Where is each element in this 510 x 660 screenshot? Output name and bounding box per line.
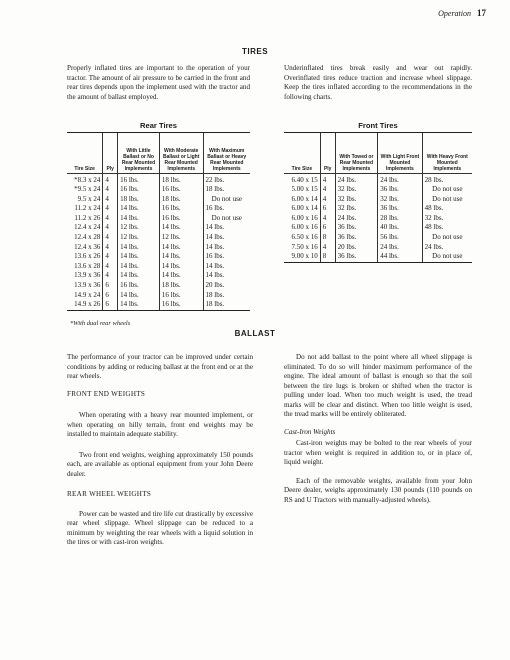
rear-col-header: Tire Size xyxy=(67,133,103,173)
rear-table-row xyxy=(67,185,250,195)
front-table-row xyxy=(284,223,472,233)
rear-table-row-cell: 18 lbs. xyxy=(203,291,250,301)
rear-table-row-cell: Do not use xyxy=(203,214,250,224)
front-weights-para-1: When operating with a heavy rear mounted implement, or when operating on hilly terrain, front end weights may be installed to maintain adequate stability. xyxy=(67,411,253,438)
rear-table-row xyxy=(67,262,250,272)
front-table-row-cell: 6.00 x 14 xyxy=(291,194,318,203)
tires-heading: TIRES xyxy=(241,47,269,56)
front-table-row-cell: 36 lbs. xyxy=(378,185,422,195)
front-end-weights-heading: FRONT END WEIGHTS xyxy=(67,389,146,398)
rear-table-row-cell: 14 lbs. xyxy=(159,262,203,272)
rear-table-row-cell: 14 lbs. xyxy=(118,214,160,224)
front-table-body xyxy=(284,173,472,262)
front-table-row-cell: 48 lbs. xyxy=(422,204,472,214)
rear-table-row-cell: Do not use xyxy=(203,195,250,205)
rear-table-row-cell: 13.6 x 28 xyxy=(74,261,101,270)
front-weights-para-2: Two front end weights, weighing approximately 150 pounds each, are available as optional equipment from your John Deere dealer. xyxy=(67,450,253,478)
rear-table-row xyxy=(67,223,250,233)
rear-table-row xyxy=(67,204,250,214)
rear-table-row-cell: 11.2 x 24 xyxy=(74,204,101,213)
front-table-row-cell: Do not use xyxy=(422,195,472,205)
front-col-header: With Towed or Rear Mounted Implements xyxy=(335,133,378,173)
rear-table-row-cell: 16 lbs. xyxy=(159,214,203,224)
rear-table-row-cell: 4 xyxy=(103,243,118,253)
rear-table-body xyxy=(67,173,250,310)
rear-tires-table xyxy=(67,132,250,311)
front-table-row-cell: 36 lbs. xyxy=(335,233,378,243)
front-table-row xyxy=(284,214,472,224)
rear-table-row xyxy=(67,195,250,205)
rear-table-row-cell: 4 xyxy=(103,223,118,233)
front-table-row-cell: 32 lbs. xyxy=(335,185,378,195)
rear-table-row-cell: 14.9 x 24 xyxy=(74,290,101,299)
front-table-row-cell: 6 xyxy=(320,204,335,214)
rear-table-row-cell: 9.5 x 24 xyxy=(77,194,101,203)
rear-table-row-cell: 14 lbs. xyxy=(118,300,160,310)
rear-table-grid xyxy=(67,133,250,310)
rear-col-header: With Little Ballast or No Rear Mounted Implements xyxy=(118,133,160,173)
rear-table-row-cell: 4 xyxy=(103,271,118,281)
rear-table-row-cell: 4 xyxy=(103,262,118,272)
rear-table-row-cell: 16 lbs. xyxy=(159,300,203,310)
rear-table-row-cell: 12.4 x 36 xyxy=(74,242,101,251)
tires-right-text: Underinflated tires break easily and wear out rapidly. Overinflated tires reduce traction and increase wheel slippage. Keep the tires inflated according to the recommendations in the following charts. xyxy=(284,64,472,101)
front-table-grid xyxy=(284,133,472,262)
front-col-header: Tire Size xyxy=(284,133,320,173)
rear-table-row-cell: 14 lbs. xyxy=(203,262,250,272)
rear-table-row xyxy=(67,281,250,291)
ballast-heading: BALLAST xyxy=(234,329,276,338)
tires-left-text: Properly inflated tires are important to the operation of your tractor. The amount of air pressure to be carried in the front and rear tires depends upon the implement used with the tractor and the amount of ballast employed. xyxy=(67,64,250,101)
rear-table-row-cell: 12 lbs. xyxy=(118,223,160,233)
running-head xyxy=(438,8,486,18)
rear-col-header: With Maximum Ballast or Heavy Rear Mounted Implements xyxy=(203,133,250,173)
rear-table-row-cell: 4 xyxy=(103,233,118,243)
front-table-row-cell: 44 lbs. xyxy=(378,252,422,262)
ballast-intro: The performance of your tractor can be improved under certain conditions by adding or reducing ballast at the front end or at the rear wheels. xyxy=(67,353,253,380)
front-table-row-cell: 6.50 x 16 xyxy=(291,233,318,242)
rear-table-row-cell: 14.9 x 26 xyxy=(74,300,101,309)
front-table-row xyxy=(284,173,472,185)
rear-table-row-cell: 14 lbs. xyxy=(159,223,203,233)
rear-table-row-cell: 22 lbs. xyxy=(203,173,250,185)
rear-table-row xyxy=(67,243,250,253)
rear-table-row-cell: 14 lbs. xyxy=(159,243,203,253)
front-table-row-cell: 32 lbs. xyxy=(422,214,472,224)
front-table-row-cell: 24 lbs. xyxy=(335,173,378,185)
rear-table-row-cell: 4 xyxy=(103,204,118,214)
front-table-row-cell: 24 lbs. xyxy=(422,243,472,253)
front-table-row-cell: 32 lbs. xyxy=(378,195,422,205)
rear-table-row-cell: 14 lbs. xyxy=(118,204,160,214)
rear-table-row-cell: 12 lbs. xyxy=(118,233,160,243)
front-table-row-cell: 56 lbs. xyxy=(378,233,422,243)
rear-table-row-cell: 14 lbs. xyxy=(118,252,160,262)
front-table-row-cell: 28 lbs. xyxy=(378,214,422,224)
front-table-row-cell: 6.00 x 16 xyxy=(291,213,318,222)
rear-table-row-cell: 14 lbs. xyxy=(118,291,160,301)
rear-table-row-cell: 4 xyxy=(103,214,118,224)
rear-wheel-weights-heading: REAR WHEEL WEIGHTS xyxy=(67,490,152,498)
rear-table-row-cell: 4 xyxy=(103,185,118,195)
rear-table-row-cell: 13.9 x 36 xyxy=(74,281,101,290)
rear-table-row xyxy=(67,252,250,262)
front-table-row xyxy=(284,252,472,262)
rear-table-row-cell: 14 lbs. xyxy=(159,271,203,281)
rear-table-row-cell: 13.9 x 36 xyxy=(74,271,101,280)
rear-table-row-cell: 14 lbs. xyxy=(203,233,250,243)
rear-table-row-cell: 11.2 x 26 xyxy=(74,213,101,222)
front-table-row-cell: 24 lbs. xyxy=(378,243,422,253)
rear-table-row xyxy=(67,300,250,310)
front-table-row-cell: 4 xyxy=(320,214,335,224)
rear-table-row-cell: 16 lbs. xyxy=(118,281,160,291)
rear-table-row-cell: 6 xyxy=(103,291,118,301)
rear-table-row-cell: 16 lbs. xyxy=(159,185,203,195)
front-table-row-cell: 32 lbs. xyxy=(335,195,378,205)
page-number: 17 xyxy=(477,8,486,18)
front-table-row-cell: 9.00 x 10 xyxy=(291,252,318,261)
rear-table-footnote: *With dual rear wheels xyxy=(70,320,131,327)
rear-table-row-cell: 14 lbs. xyxy=(118,271,160,281)
rear-table-row-cell: 6 xyxy=(103,281,118,291)
cast-iron-weights-heading: Cast-Iron Weights xyxy=(284,427,336,436)
rear-table-row xyxy=(67,173,250,185)
rear-table-row xyxy=(67,271,250,281)
rear-table-row-cell: 14 lbs. xyxy=(203,271,250,281)
rear-table-row-cell: *8.3 x 24 xyxy=(74,175,101,184)
rear-table-row-cell: *9.5 x 24 xyxy=(74,185,101,194)
front-table-row xyxy=(284,195,472,205)
front-tires-title: Front Tires xyxy=(358,121,398,130)
front-table-row xyxy=(284,243,472,253)
rear-table-row-cell: 16 lbs. xyxy=(203,252,250,262)
rear-table-row-cell: 6 xyxy=(103,300,118,310)
front-table-row-cell: 6.00 x 16 xyxy=(291,223,318,232)
front-table-row-cell: 40 lbs. xyxy=(378,223,422,233)
front-table-row xyxy=(284,204,472,214)
rear-table-row xyxy=(67,233,250,243)
rear-table-row-cell: 4 xyxy=(103,195,118,205)
rear-table-row-cell: 16 lbs. xyxy=(203,204,250,214)
front-table-row-cell: 8 xyxy=(320,233,335,243)
front-table-row-cell: 36 lbs. xyxy=(378,204,422,214)
front-table-row xyxy=(284,233,472,243)
rear-table-row-cell: 18 lbs. xyxy=(159,195,203,205)
rear-table-row-cell: 18 lbs. xyxy=(159,281,203,291)
rear-table-header-row xyxy=(67,133,250,173)
rear-table-row-cell: 14 lbs. xyxy=(118,262,160,272)
rear-table-row-cell: 12.4 x 28 xyxy=(74,233,101,242)
front-table-row xyxy=(284,185,472,195)
rear-table-row-cell: 13.6 x 26 xyxy=(74,252,101,261)
front-col-header: With Heavy Front Mounted Implements xyxy=(422,133,472,173)
front-table-header-row xyxy=(284,133,472,173)
front-table-row-cell: 4 xyxy=(320,185,335,195)
rear-col-header: With Moderate Ballast or Light Rear Mounted Implements xyxy=(159,133,203,173)
rear-table-row-cell: 16 lbs. xyxy=(118,185,160,195)
ballast-right-para-1: Do not add ballast to the point where all wheel slippage is eliminated. To do so will hinder maximum performance of the engine. The ideal amount of ballast is enough so that the soil between the tire lugs is broken or shifted when the tractor is pulling under load. When too much weight is used, the tread marks will be clear and distinct. When too little weight is used, the tread marks will be entirely obliterated. xyxy=(284,353,472,418)
rear-table-row-cell: 16 lbs. xyxy=(159,204,203,214)
front-table-row-cell: 28 lbs. xyxy=(422,173,472,185)
rear-table-row-cell: 12 lbs. xyxy=(159,233,203,243)
front-table-row-cell: 36 lbs. xyxy=(335,252,378,262)
front-table-row-cell: Do not use xyxy=(422,185,472,195)
rear-table-row-cell: 20 lbs. xyxy=(203,281,250,291)
front-table-row-cell: 48 lbs. xyxy=(422,223,472,233)
rear-table-row-cell: 14 lbs. xyxy=(203,243,250,253)
rear-table-row-cell: 12.4 x 24 xyxy=(74,223,101,232)
rear-table-row-cell: 18 lbs. xyxy=(203,185,250,195)
front-table-row-cell: 4 xyxy=(320,173,335,185)
front-col-header: Ply xyxy=(320,133,335,173)
tires-intro-left xyxy=(67,64,250,102)
front-col-header: With Light Front Mounted Implements xyxy=(378,133,422,173)
rear-col-header: Ply xyxy=(103,133,118,173)
rear-table-row-cell: 14 lbs. xyxy=(118,243,160,253)
rear-table-row-cell: 14 lbs. xyxy=(159,252,203,262)
front-table-row-cell: 6 xyxy=(320,223,335,233)
front-table-row-cell: 36 lbs. xyxy=(335,223,378,233)
rear-table-row xyxy=(67,214,250,224)
front-table-row-cell: 32 lbs. xyxy=(335,204,378,214)
rear-table-row-cell: 18 lbs. xyxy=(203,300,250,310)
rear-table-row-cell: 4 xyxy=(103,252,118,262)
cast-iron-para-1: Cast-iron weights may be bolted to the rear wheels of your tractor when weight is required in addition to, or in place of, liquid weight. xyxy=(284,439,472,466)
rear-table-row-cell: 18 lbs. xyxy=(118,195,160,205)
rear-table-row-cell: 18 lbs. xyxy=(159,173,203,185)
front-table-row-cell: 20 lbs. xyxy=(335,243,378,253)
front-table-row-cell: 24 lbs. xyxy=(335,214,378,224)
front-table-row-cell: 5.00 x 15 xyxy=(291,185,318,194)
front-table-row-cell: 6.00 x 14 xyxy=(291,204,318,213)
ballast-left-column xyxy=(67,353,253,548)
front-table-row-cell: 24 lbs. xyxy=(378,173,422,185)
front-table-row-cell: 7.50 x 16 xyxy=(291,242,318,251)
front-table-row-cell: 8 xyxy=(320,252,335,262)
rear-table-row-cell: 16 lbs. xyxy=(159,291,203,301)
cast-iron-para-2: Each of the removable weights, available from your John Deere dealer, weighs approximately 130 pounds (110 pounds on RS and U Tractors with manually-adjusted wheels). xyxy=(284,476,472,504)
rear-weights-para-1: Power can be wasted and tire life cut drastically by excessive rear wheel slippage. Wheel slippage can be reduced to a minimum by weighting the rear wheels with a liquid solution in the tires or with cast-iron weights. xyxy=(67,509,253,546)
rear-table-row-cell: 14 lbs. xyxy=(203,223,250,233)
rear-table-row xyxy=(67,291,250,301)
front-table-row-cell: 4 xyxy=(320,195,335,205)
rear-table-row-cell: 4 xyxy=(103,173,118,185)
front-table-row-cell: 6.40 x 15 xyxy=(291,175,318,184)
rear-tires-title: Rear Tires xyxy=(139,121,177,130)
front-table-row-cell: Do not use xyxy=(422,233,472,243)
front-table-row-cell: Do not use xyxy=(422,252,472,262)
running-head-section: Operation xyxy=(438,9,471,18)
tires-intro-right xyxy=(284,64,472,102)
ballast-right-column xyxy=(284,353,472,505)
front-table-row-cell: 4 xyxy=(320,243,335,253)
rear-table-row-cell: 16 lbs. xyxy=(118,173,160,185)
front-tires-table xyxy=(284,132,472,263)
